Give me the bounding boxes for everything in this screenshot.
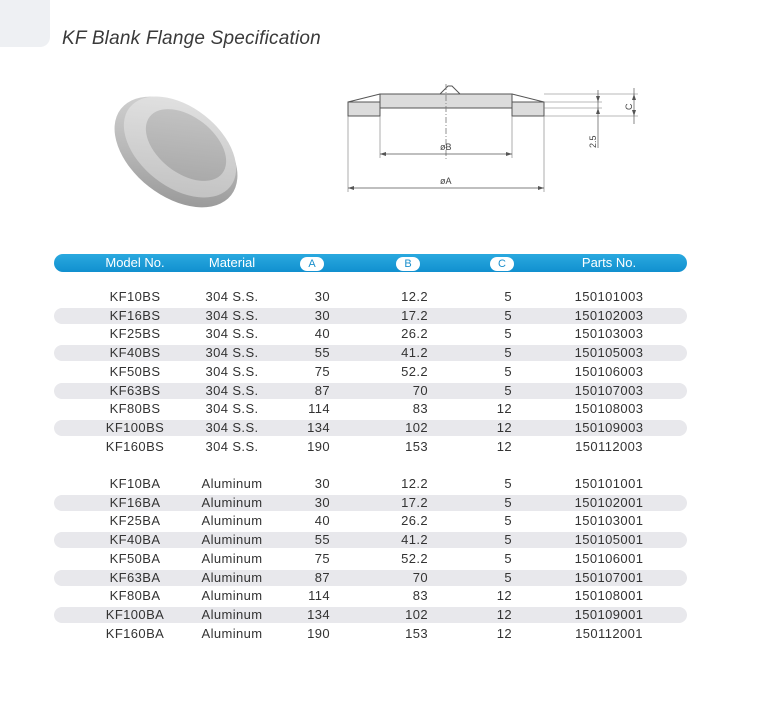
cell-model: KF100BS xyxy=(105,419,165,435)
cell-a: 55 xyxy=(314,532,330,548)
cell-parts: 150112003 xyxy=(575,438,643,454)
cell-b: 52.2 xyxy=(401,363,428,379)
cell-a: 40 xyxy=(314,326,330,342)
table-row xyxy=(54,625,687,643)
cell-b: 12.2 xyxy=(401,476,428,491)
table-row xyxy=(54,325,687,343)
cell-material: 304 S.S. xyxy=(205,419,259,435)
table-row xyxy=(54,512,687,530)
cell-c: 5 xyxy=(504,513,512,529)
cell-c: 12 xyxy=(496,606,512,622)
page-title: KF Blank Flange Specification xyxy=(62,28,321,49)
cell-a: 30 xyxy=(314,289,330,304)
table-row xyxy=(54,382,687,400)
cell-material: Aluminum xyxy=(201,532,263,548)
cell-parts: 150106003 xyxy=(574,363,644,379)
cell-model: KF40BS xyxy=(109,345,161,361)
cell-c: 5 xyxy=(504,363,512,379)
table-row xyxy=(54,587,687,605)
cell-parts: 150107001 xyxy=(574,569,644,585)
cell-material: Aluminum xyxy=(201,513,263,529)
cell-b: 26.2 xyxy=(401,326,428,342)
cell-b: 41.2 xyxy=(401,345,428,361)
cell-model: KF80BS xyxy=(109,401,161,417)
cell-b: 12.2 xyxy=(401,289,428,304)
cell-material: 304 S.S. xyxy=(205,438,259,454)
dimension-b-label: øB xyxy=(440,142,452,152)
cell-a: 40 xyxy=(314,513,330,529)
table-row xyxy=(54,494,687,512)
cell-parts: 150103001 xyxy=(574,513,644,529)
corner-tab xyxy=(0,0,50,47)
cell-parts: 150101003 xyxy=(574,289,644,304)
cell-c: 5 xyxy=(504,532,512,548)
cell-a: 55 xyxy=(314,345,330,361)
cell-parts: 150109003 xyxy=(574,419,644,435)
header-c xyxy=(490,254,514,272)
cell-material: 304 S.S. xyxy=(205,326,259,342)
cell-parts: 150108001 xyxy=(574,588,644,604)
cell-c: 5 xyxy=(504,382,512,398)
cell-b: 52.2 xyxy=(401,550,428,566)
cell-material: 304 S.S. xyxy=(205,382,259,398)
cell-b: 17.2 xyxy=(401,494,428,510)
cell-material: Aluminum xyxy=(201,569,263,585)
cell-parts: 150108003 xyxy=(574,401,644,417)
cell-model: KF50BA xyxy=(109,550,161,566)
header-material: Material xyxy=(208,255,256,270)
cell-a: 87 xyxy=(314,569,330,585)
cell-model: KF160BA xyxy=(105,625,165,641)
dimension-thickness-label: 2.5 xyxy=(588,135,598,148)
cell-parts: 150109001 xyxy=(574,606,644,622)
cell-c: 5 xyxy=(504,326,512,342)
table-row xyxy=(54,606,687,624)
cell-c: 5 xyxy=(504,569,512,585)
cell-parts: 150105001 xyxy=(574,532,644,548)
cell-c: 12 xyxy=(496,588,512,604)
cell-c: 12 xyxy=(496,625,512,641)
cell-model: KF63BS xyxy=(109,382,161,398)
cell-material: Aluminum xyxy=(201,625,263,641)
cell-a: 190 xyxy=(307,625,330,641)
cell-parts: 150101001 xyxy=(574,476,644,491)
cell-c: 5 xyxy=(504,494,512,510)
cell-material: 304 S.S. xyxy=(205,345,259,361)
cell-parts: 150112001 xyxy=(575,625,643,641)
cell-b: 70 xyxy=(412,382,428,398)
table-row xyxy=(54,531,687,549)
header-model: Model No. xyxy=(105,255,165,270)
cell-a: 134 xyxy=(307,606,330,622)
dimension-c-label: C xyxy=(624,103,634,110)
cell-material: 304 S.S. xyxy=(205,401,259,417)
table-row xyxy=(54,569,687,587)
table-row xyxy=(54,288,687,306)
cell-parts: 150105003 xyxy=(574,345,644,361)
cell-c: 12 xyxy=(496,401,512,417)
cell-model: KF25BS xyxy=(109,326,161,342)
cell-model: KF50BS xyxy=(109,363,161,379)
cell-b: 102 xyxy=(405,606,428,622)
table-row xyxy=(54,344,687,362)
header-b xyxy=(396,254,420,272)
header-parts: Parts No. xyxy=(581,255,637,270)
cell-a: 75 xyxy=(314,363,330,379)
cell-material: 304 S.S. xyxy=(205,363,259,379)
cell-a: 114 xyxy=(308,401,330,417)
cell-b: 83 xyxy=(412,401,428,417)
cell-material: Aluminum xyxy=(201,494,263,510)
cell-c: 5 xyxy=(504,550,512,566)
header-c-badge: C xyxy=(490,257,514,271)
cell-b: 41.2 xyxy=(401,532,428,548)
cell-model: KF80BA xyxy=(109,588,161,604)
cell-parts: 150107003 xyxy=(574,382,644,398)
cell-a: 190 xyxy=(307,438,330,454)
cell-material: Aluminum xyxy=(201,476,263,491)
cell-b: 102 xyxy=(405,419,428,435)
cell-b: 153 xyxy=(405,438,428,454)
cell-a: 134 xyxy=(307,419,330,435)
cell-a: 87 xyxy=(314,382,330,398)
cell-model: KF25BA xyxy=(109,513,161,529)
cell-model: KF10BS xyxy=(109,289,161,304)
cell-parts: 150102003 xyxy=(574,307,644,323)
cell-model: KF63BA xyxy=(109,569,161,585)
cell-c: 5 xyxy=(504,476,512,491)
cell-c: 5 xyxy=(504,289,512,304)
cell-model: KF160BS xyxy=(105,438,165,454)
header-a xyxy=(300,254,324,272)
cell-a: 30 xyxy=(314,494,330,510)
cell-b: 26.2 xyxy=(401,513,428,529)
cell-material: 304 S.S. xyxy=(205,289,259,304)
cell-b: 83 xyxy=(412,588,428,604)
dimension-a-label: øA xyxy=(440,176,452,186)
table-row xyxy=(54,400,687,418)
table-header xyxy=(54,254,687,272)
table-row xyxy=(54,363,687,381)
cell-material: Aluminum xyxy=(201,606,263,622)
cell-c: 12 xyxy=(496,438,512,454)
table-row xyxy=(54,550,687,568)
cell-model: KF40BA xyxy=(109,532,161,548)
table-row xyxy=(54,475,687,493)
table-row xyxy=(54,438,687,456)
cell-b: 70 xyxy=(412,569,428,585)
flange-cross-section-drawing xyxy=(340,80,650,210)
cell-c: 5 xyxy=(504,345,512,361)
cell-a: 30 xyxy=(314,476,330,491)
cell-model: KF10BA xyxy=(109,476,161,491)
table-row xyxy=(54,419,687,437)
cell-material: Aluminum xyxy=(201,550,263,566)
cell-b: 17.2 xyxy=(401,307,428,323)
cell-c: 5 xyxy=(504,307,512,323)
header-b-badge: B xyxy=(396,257,420,271)
cell-parts: 150106001 xyxy=(574,550,644,566)
cell-material: 304 S.S. xyxy=(205,307,259,323)
cell-model: KF16BS xyxy=(109,307,161,323)
cell-a: 30 xyxy=(314,307,330,323)
table-row xyxy=(54,307,687,325)
cell-b: 153 xyxy=(405,625,428,641)
cell-a: 114 xyxy=(308,588,330,604)
cell-material: Aluminum xyxy=(201,588,263,604)
cell-a: 75 xyxy=(314,550,330,566)
cell-c: 12 xyxy=(496,419,512,435)
flange-photo xyxy=(100,90,260,210)
cell-model: KF100BA xyxy=(105,606,165,622)
header-a-badge: A xyxy=(300,257,324,271)
cell-parts: 150102001 xyxy=(574,494,644,510)
cell-model: KF16BA xyxy=(109,494,161,510)
cell-parts: 150103003 xyxy=(574,326,644,342)
